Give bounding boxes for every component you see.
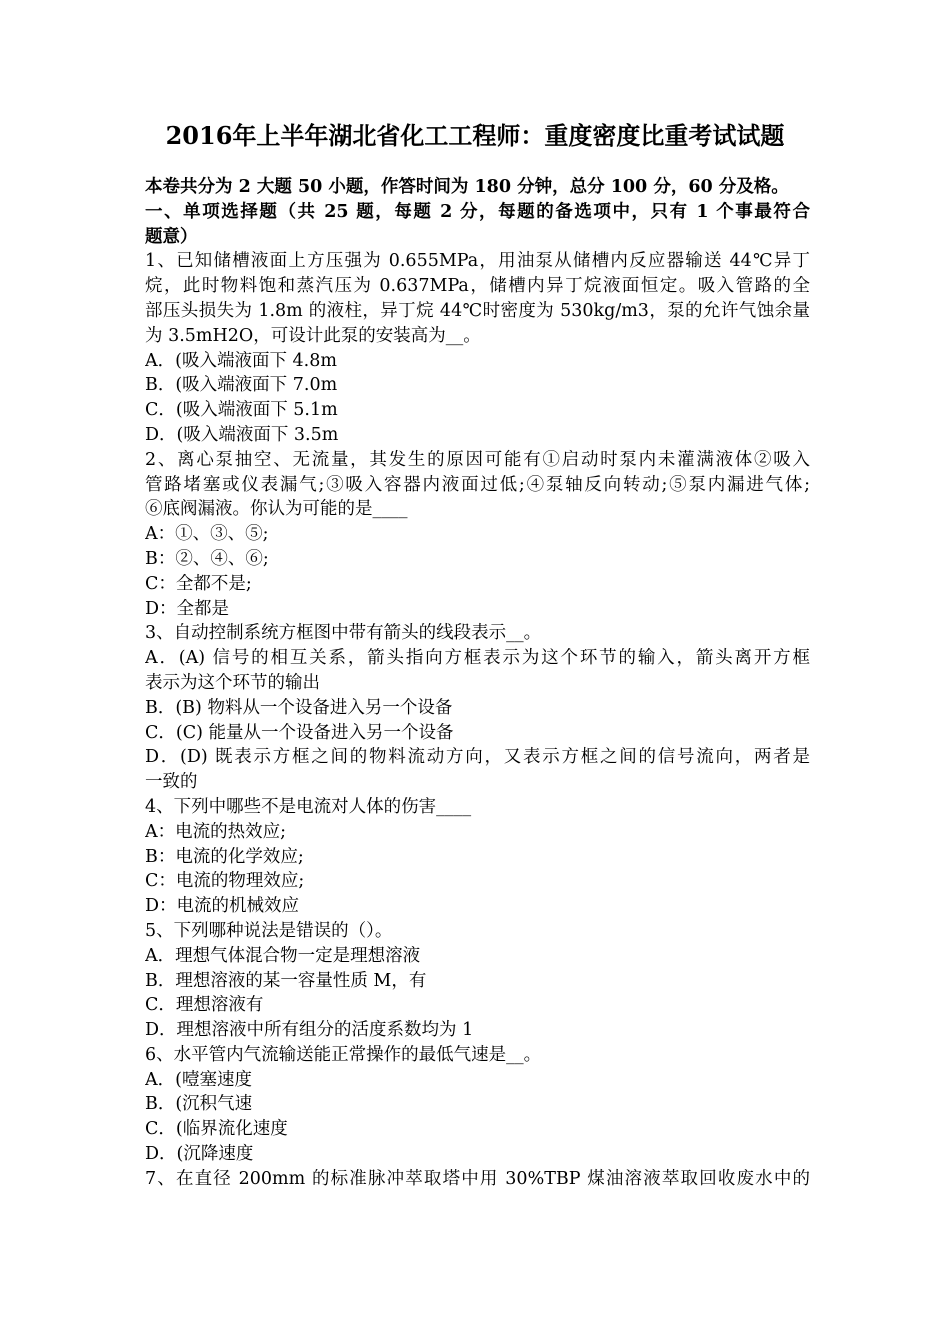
document-body bbox=[145, 175, 810, 1192]
text-line: 部压头损失为 1.8m 的液柱，异丁烷 44℃时密度为 530kg/m3，泵的允许气蚀余量 bbox=[145, 300, 810, 321]
text-line: C．(临界流化速度 bbox=[145, 1119, 288, 1140]
text-line: B．理想溶液的某一容量性质 M，有 bbox=[145, 970, 427, 991]
text-line: 为 3.5mH2O，可设计此泵的安装高为__。 bbox=[145, 325, 481, 346]
text-line: B：电流的化学效应; bbox=[145, 846, 304, 867]
text-line: ⑥底阀漏液。你认为可能的是____ bbox=[145, 499, 408, 520]
text-line: D．(沉降速度 bbox=[145, 1144, 254, 1165]
text-line: D．理想溶液中所有组分的活度系数均为 1 bbox=[145, 1020, 474, 1041]
text-line: B．(B) 物料从一个设备进入另一个设备 bbox=[145, 697, 453, 718]
text-line: B．(吸入端液面下 7.0m bbox=[145, 375, 338, 396]
text-line: C．(C) 能量从一个设备进入另一个设备 bbox=[145, 722, 454, 743]
text-line: 6、水平管内气流输送能正常操作的最低气速是__。 bbox=[145, 1044, 542, 1065]
text-line: 5、下列哪种说法是错误的（）。 bbox=[145, 920, 393, 941]
text-line: A．(噎塞速度 bbox=[145, 1069, 252, 1090]
text-line: 7、在直径 200mm 的标准脉冲萃取塔中用 30%TBP 煤油溶液萃取回收废水中的 bbox=[145, 1168, 810, 1189]
text-line: 烷，此时物料饱和蒸汽压为 0.637MPa，储槽内异丁烷液面恒定。吸入管路的全 bbox=[145, 276, 810, 297]
text-line: C．理想溶液有 bbox=[145, 995, 264, 1016]
text-line: A．理想气体混合物一定是理想溶液 bbox=[145, 945, 421, 966]
document-title: 2016年上半年湖北省化工工程师：重度密度比重考试试题 bbox=[165, 121, 785, 150]
text-line: 表示为这个环节的输出 bbox=[145, 672, 320, 693]
text-line: 1、已知储槽液面上方压强为 0.655MPa，用油泵从储槽内反应器输送 44℃异丁 bbox=[145, 251, 810, 272]
text-line: A．(A) 信号的相互关系，箭头指向方框表示为这个环节的输入，箭头离开方框 bbox=[145, 648, 810, 669]
text-line: A：电流的热效应; bbox=[145, 821, 287, 842]
text-line: 一、单项选择题（共 25 题，每题 2 分，每题的备选项中，只有 1 个事最符合 bbox=[145, 201, 810, 222]
text-line: D：电流的机械效应 bbox=[145, 896, 300, 917]
text-line: A．(吸入端液面下 4.8m bbox=[145, 350, 337, 371]
text-line: A：①、③、⑤; bbox=[145, 524, 269, 545]
text-line: C：电流的物理效应; bbox=[145, 871, 305, 892]
text-line: C：全都不是; bbox=[145, 573, 252, 594]
text-line: 4、下列中哪些不是电流对人体的伤害____ bbox=[145, 796, 472, 817]
text-line: B：②、④、⑥; bbox=[145, 548, 269, 569]
text-line: 管路堵塞或仪表漏气;③吸入容器内液面过低;④泵轴反向转动;⑤泵内漏进气体; bbox=[145, 474, 810, 495]
text-line: 3、自动控制系统方框图中带有箭头的线段表示__。 bbox=[145, 623, 542, 644]
text-line: 一致的 bbox=[145, 772, 198, 793]
text-line: 2、离心泵抽空、无流量，其发生的原因可能有①启动时泵内未灌满液体②吸入 bbox=[145, 449, 810, 470]
text-line: D．(D) 既表示方框之间的物料流动方向，又表示方框之间的信号流向，两者是 bbox=[145, 747, 810, 768]
text-line: D：全都是 bbox=[145, 598, 230, 619]
text-line: 题意） bbox=[145, 226, 198, 247]
text-line: C．(吸入端液面下 5.1m bbox=[145, 400, 338, 421]
text-line: D．(吸入端液面下 3.5m bbox=[145, 424, 339, 445]
text-line: B．(沉积气速 bbox=[145, 1094, 253, 1115]
text-line: 本卷共分为 2 大题 50 小题，作答时间为 180 分钟，总分 100 分，60 分及格。 bbox=[145, 177, 789, 197]
